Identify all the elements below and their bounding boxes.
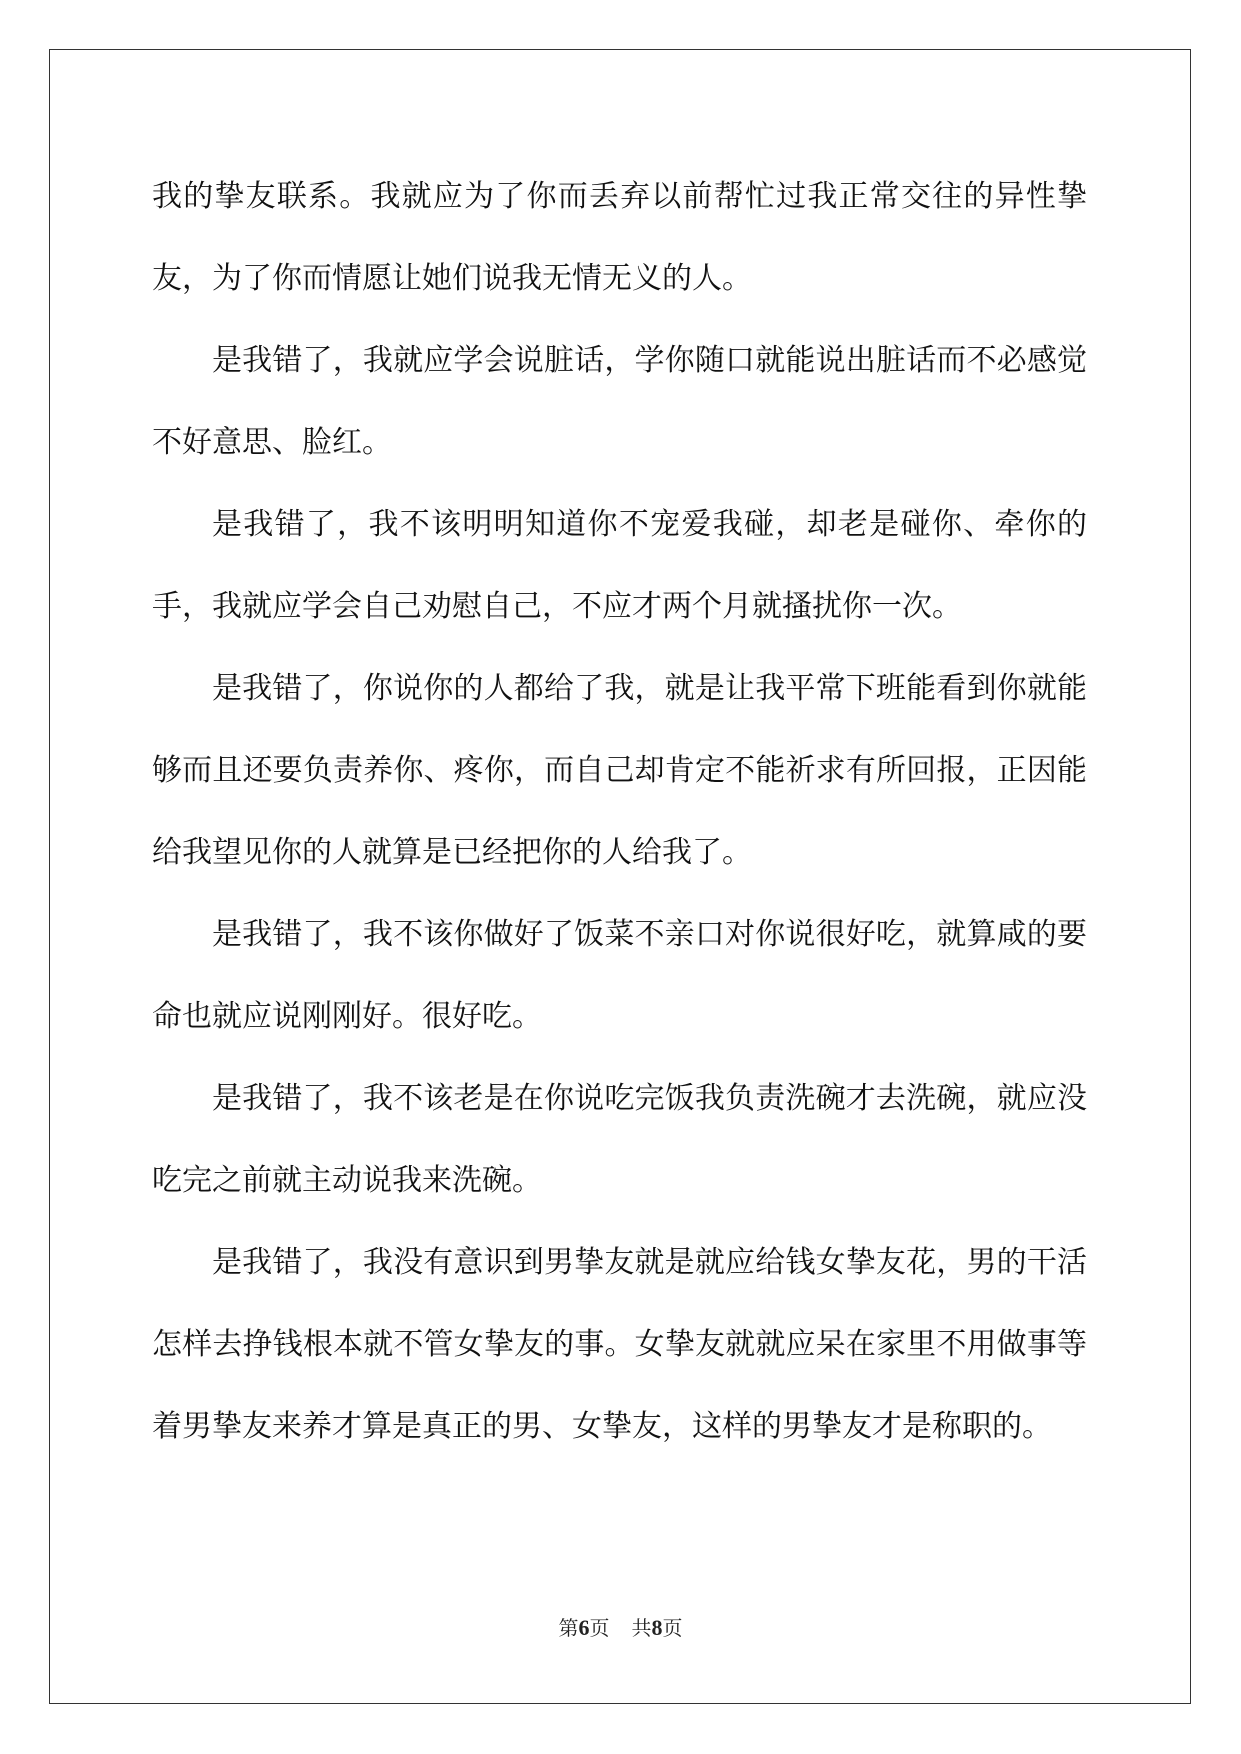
page-number: 6 xyxy=(578,1615,590,1640)
paragraph-7: 是我错了，我没有意识到男挚友就是就应给钱女挚友花，男的干活怎样去挣钱根本就不管女挚友的事。女挚友就就应呆在家里不用做事等着男挚友来养才算是真正的男、女挚友，这样的男挚友才是称职的。 xyxy=(152,1245,1087,1444)
total-pages: 8 xyxy=(651,1615,663,1640)
page-footer xyxy=(0,1612,1241,1641)
paragraph-3: 是我错了，我不该明明知道你不宠爱我碰，却老是碰你、牵你的手，我就应学会自己劝慰自己，不应才两个月就搔扰你一次。 xyxy=(152,507,1087,624)
paragraph-5: 是我错了，我不该你做好了饭菜不亲口对你说很好吃，就算咸的要命也就应说刚刚好。很好吃。 xyxy=(152,917,1087,1034)
total-prefix: 共 xyxy=(631,1616,652,1640)
paragraph-1: 我的挚友联系。我就应为了你而丢弃以前帮忙过我正常交往的异性挚友，为了你而情愿让她们说我无情无义的人。 xyxy=(152,179,1087,296)
paragraph-4: 是我错了，你说你的人都给了我，就是让我平常下班能看到你就能够而且还要负责养你、疼你，而自己却肯定不能祈求有所回报，正因能给我望见你的人就算是已经把你的人给我了。 xyxy=(152,671,1087,870)
total-suffix: 页 xyxy=(662,1616,683,1640)
page-suffix: 页 xyxy=(589,1616,610,1640)
paragraph-2: 是我错了，我就应学会说脏话，学你随口就能说出脏话而不必感觉不好意思、脸红。 xyxy=(152,343,1087,460)
page-prefix: 第 xyxy=(558,1616,579,1640)
paragraph-6: 是我错了，我不该老是在你说吃完饭我负责洗碗才去洗碗，就应没吃完之前就主动说我来洗碗。 xyxy=(152,1081,1087,1198)
document-body xyxy=(152,156,1087,1468)
